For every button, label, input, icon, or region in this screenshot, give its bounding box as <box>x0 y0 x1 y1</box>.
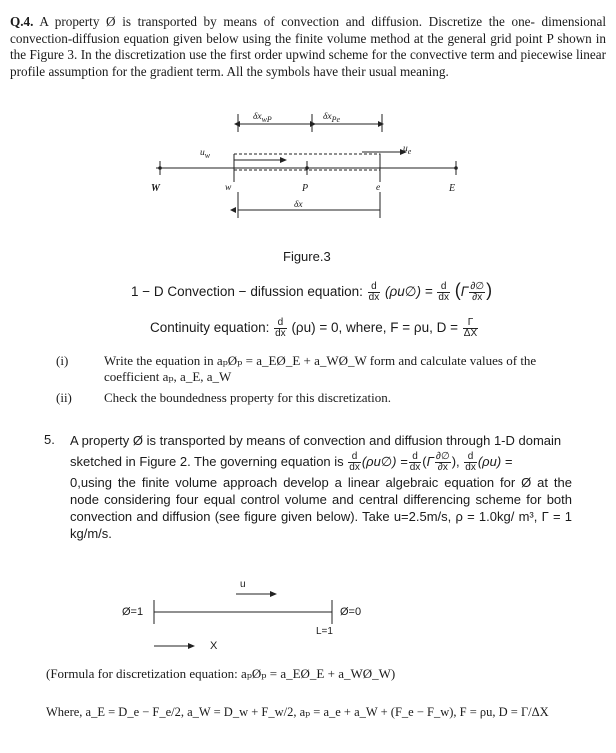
q5-line3: 0,using the finite volume approach develop a linear algebraic equation for Ø at the node considering four equal control volume and central differencing scheme for both convection and diffusion (see figure given below). Take u=2.5m/s, ρ = 1.0kg/ m³, Γ = 1 kg/m/s. <box>70 475 572 541</box>
q5-number: 5. <box>44 432 55 447</box>
label-W: W <box>151 183 160 194</box>
q5-fig-x: X <box>210 640 218 652</box>
figure-3-caption: Figure.3 <box>283 249 331 264</box>
item-ii-number: (ii) <box>56 390 72 405</box>
label-dx-pe: $\delta x_{Pe}$ <box>323 112 340 124</box>
label-w: w <box>225 183 232 193</box>
label-E: E <box>449 183 456 194</box>
eq2-label: Continuity equation: <box>150 320 270 336</box>
label-u-e: $u_e$ <box>403 144 412 156</box>
label-dx: δx <box>294 200 303 210</box>
item-i-text: Write the equation in aₚØₚ = a_EØ_E + a_WØ_W form and calculate values of the coefficient aₚ, a_E, a_W <box>104 353 537 384</box>
q4-paragraph <box>10 14 606 80</box>
label-P: P <box>302 183 309 194</box>
label-dx-wp: $\delta x_{wP}$ <box>253 112 272 124</box>
item-ii-text: Check the boundedness property for this discretization. <box>104 390 392 405</box>
q5-fig-right-bc: Ø=0 <box>340 606 362 618</box>
q5-formula-note: (Formula for discretization equation: aₚØₚ = a_EØ_E + a_WØ_W) <box>46 666 396 681</box>
q5-fig-length: L=1 <box>316 626 333 637</box>
q4-text: A property Ø is transported by means of convection and diffusion. Discretize the one- dimensional convection-diffusion equation given below using the finite volume method at the general grid point P shown in the Figure 3. In the discretization use the first order upwind scheme for the convective term and piecewise linear profile assumption for the gradient term. All the symbols have their usual meaning. <box>10 14 606 79</box>
convection-diffusion-equation: 1 − D Convection − difussion equation: $\frac{d}{dx}$ (ρu∅) = $\frac{d}{dx}$ (Γ $\frac{\partial\emptyset}{\partial x}$ ) <box>131 280 493 303</box>
q4-number: Q.4. <box>10 14 34 29</box>
continuity-equation: Continuity equation: $\frac{d}{dx}$ (ρu) = 0, where, F = ρu, D = $\frac{\Gamma}{\Delta X}$ <box>150 317 478 339</box>
q5-fig-u: u <box>240 579 246 590</box>
item-i-number: (i) <box>56 353 69 368</box>
label-u-w: $u_w$ <box>200 148 211 160</box>
q5-where-line: Where, a_E = D_e − F_e/2, a_W = D_w + F_w/2, aₚ = a_e + a_W + (F_e − F_w), F = ρu, D = Γ/ΔX <box>46 705 549 719</box>
q5-fig-left-bc: Ø=1 <box>122 606 144 618</box>
label-e: e <box>376 183 381 193</box>
q5-line1: A property Ø is transported by means of convection and diffusion through 1-D domain <box>70 433 562 448</box>
q5-line2: sketched in Figure 2. The governing equation is $\frac{d}{dx}$ (ρu∅) = $\frac{d}{dx}$ (Γ $\frac{\partial\emptyset}{\partial x}$ ), $\frac{d}{dx}$ (ρu) = <box>70 451 513 473</box>
q5-domain-figure <box>140 570 360 670</box>
eq1-label: 1 − D Convection − difussion equation: <box>131 284 363 299</box>
eq2-tail: (ρu) = 0, where, F = ρu, D = <box>291 320 458 336</box>
eq1-ddx: $\frac{d}{dx}$ <box>368 280 380 303</box>
figure-3 <box>130 106 480 246</box>
